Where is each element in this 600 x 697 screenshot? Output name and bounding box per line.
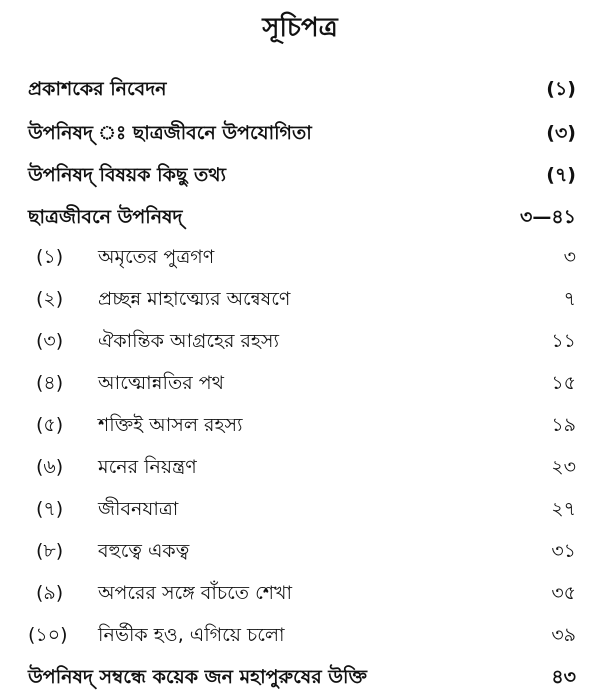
toc-subentry-label: বহুত্বে একত্ব [98, 540, 190, 562]
toc-subentry-page: ২৩ [551, 456, 576, 478]
toc-subentry-page: ১১ [551, 330, 576, 352]
toc-entry [28, 72, 576, 106]
toc-subentry-number: (৩) [36, 330, 64, 352]
toc-entry-label: উপনিষদ্ সম্বন্ধে কয়েক জন মহাপুরুষের উক্তি [28, 666, 367, 688]
toc-subentry-number: (৮) [36, 540, 64, 562]
toc-subentry-label: জীবনযাত্রা [98, 498, 179, 520]
toc-subentry [36, 534, 576, 568]
toc-subentry-page: ৩১ [551, 540, 576, 562]
toc-entry-page: ৩—৪১ [519, 206, 576, 228]
toc-entry [28, 660, 576, 694]
toc-subentry-number: (৪) [36, 372, 64, 394]
toc-subentry-label: অপরের সঙ্গে বাঁচতে শেখা [98, 582, 293, 604]
toc-subentry-number: (৯) [36, 582, 64, 604]
toc-entry-page: ৪৩ [551, 666, 576, 688]
toc-entry-label: ছাত্রজীবনে উপনিষদ্ [28, 206, 183, 228]
toc-subentry-page: ৩৯ [551, 624, 576, 646]
toc-subentry-number: (৫) [36, 414, 64, 436]
toc-entry-label: উপনিষদ্ ঃ ছাত্রজীবনে উপযোগিতা [28, 122, 312, 144]
toc-subentry [36, 282, 576, 316]
toc-subentry [36, 366, 576, 400]
toc-entry [28, 200, 576, 234]
toc-subentry-page: ৩ [563, 246, 576, 268]
toc-subentry-page: ১৯ [551, 414, 576, 436]
toc-subentry-label: ঐকান্তিক আগ্রহের রহস্য [98, 330, 279, 352]
toc-subentry [36, 450, 576, 484]
toc-subentry-page: ১৫ [551, 372, 576, 394]
toc-subentry-page: ২৭ [551, 498, 576, 520]
toc-entry-label: উপনিষদ্ বিষয়ক কিছু তথ্য [28, 164, 227, 186]
toc-subentry-number: (৭) [36, 498, 64, 520]
toc-subentry [28, 618, 576, 652]
toc-entry-page: (৩) [546, 122, 576, 144]
toc-entry-page: (১) [546, 78, 576, 100]
toc-subentry-label: মনের নিয়ন্ত্রণ [98, 456, 197, 478]
toc-entry [28, 158, 576, 192]
toc-subentry-label: অমৃতের পুত্রগণ [98, 246, 215, 268]
toc-subentry-number: (২) [36, 288, 64, 310]
toc-entry-page: (৭) [546, 164, 576, 186]
toc-subentry-number: (১) [36, 246, 64, 268]
toc-subentry [36, 576, 576, 610]
page-title: সূচিপত্র [262, 13, 338, 43]
toc-entry-label: প্রকাশকের নিবেদন [28, 78, 167, 100]
toc-subentry-page: ৭ [563, 288, 576, 310]
toc-subentry-label: নির্ভীক হও, এগিয়ে চলো [98, 624, 285, 646]
toc-subentry-number: (৬) [36, 456, 64, 478]
toc-subentry-label: আত্মোন্নতির পথ [98, 372, 224, 394]
toc-subentry [36, 324, 576, 358]
toc-subentry-label: প্রচ্ছন্ন মাহাত্ম্যের অন্বেষণে [98, 288, 291, 310]
toc-subentry-page: ৩৫ [551, 582, 576, 604]
toc-subentry [36, 408, 576, 442]
toc-subentry-label: শক্তিই আসল রহস্য [98, 414, 243, 436]
toc-entry [28, 116, 576, 150]
toc-subentry [36, 492, 576, 526]
toc-subentry-number: (১০) [28, 624, 68, 646]
toc-subentry [36, 240, 576, 274]
